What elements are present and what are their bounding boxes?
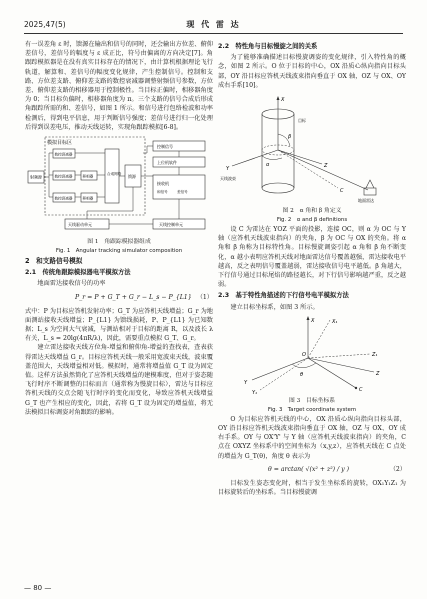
- combiner-label: 合成网络: [107, 172, 122, 177]
- figure-3-diagram: [218, 314, 406, 396]
- ground-radar-label: 地面雷达: [358, 198, 374, 204]
- theta-arc: [292, 363, 316, 368]
- section-2-1-title: 2.1 传统角跟踪模拟器电平模拟方法: [25, 269, 131, 277]
- z-axis-label: Z: [324, 163, 328, 170]
- y1-axis-label: Y₁: [252, 389, 258, 396]
- equation-2-number: （2）: [389, 465, 406, 473]
- x-axis-arrow: [277, 96, 280, 100]
- running-header: [24, 18, 403, 32]
- alpha-label: α: [266, 162, 270, 169]
- point-c-label: C: [340, 188, 344, 195]
- figure-2-caption: 图 2 α 角和 β 角定义: [282, 208, 342, 215]
- feed-label: 馈源: [128, 174, 136, 180]
- x-axis-label: X: [311, 317, 315, 324]
- equation-1-body: P_r = P + G_T + G_r − L_s − P_{L1}: [75, 293, 192, 301]
- point-c-label: C: [359, 386, 363, 393]
- y-axis-label: Y: [244, 379, 248, 386]
- figure-2-caption-en: Fig. 2 α and β definitions: [276, 217, 348, 224]
- paragraph: 建立雷达接收天线方位角-增益和俯仰角-增益的查找表，查表获得雷达天线增益 G_r。目标应答机天线一般采用宽波束天线，波束覆盖范围大，天线增益相对低。模拟时，通常将增益值 G_T 设为固定值。这样方法虽然简化了应答机天线增益的建模难度，但对于姿态随飞行时序不断调整的目标而言（通常称为慢旋目标），雷达与目标应答机天线的交点会随飞行时序的变化而变化，导致应答机天线增益 G_T 也产生相应的变化，因此，若将 G_T 设为固定的增益值，将无法模拟目标调姿对角跟踪的影响。: [25, 344, 213, 416]
- attenuator-3-label: 数控衰减器: [54, 196, 73, 201]
- page-number: — 80 —: [24, 584, 52, 592]
- radar-line-of-sight: [278, 150, 368, 190]
- paragraph: O 为目标应答机天线的中心，OX 沿质心纵向指向目标头部，OY 沿目标应答机天线波束指向垂直于 OX 轴，OZ 与 OX、OY 成右手系。OY 与 OX'Y' 与 Y 轴（应答机天线波束指向）的夹角，C 点在 OXYZ 坐标系中的空间坐标为（x,y,z），应答机天线在 C 点处的增益为 G_T(θ)，角度 θ 表示为: [218, 415, 406, 460]
- equation-1-number: （1）: [196, 293, 213, 301]
- x1-axis-label: X₁: [332, 318, 338, 325]
- paragraph: 地面雷达接收信号的功率: [37, 280, 106, 288]
- rf-source-label: 射频源: [30, 174, 42, 180]
- host-software-label: 上位机软件: [157, 160, 177, 166]
- paragraph: 式中：P 为目标应答机发射功率；G_T 为应答机天线增益；G_r 为地面测站接收天线增益；P_{L1} 为馈线损耗，P、P_{L1} 为已知数据；L_s 为空间大气衰减，与测站相对于目标的距离 R，以及波长 λ 有关，L_s = 20lg(4πR/λ)，因此，需要重点模拟 G_T、G_r。: [25, 307, 213, 343]
- origin-label: O: [302, 351, 306, 358]
- x1-axis-line: [308, 317, 330, 358]
- receiver-box: [153, 175, 205, 199]
- oc-line: [308, 358, 356, 388]
- figure-1-caption-en: Fig. 1 Angular tracking simulator composition: [55, 248, 183, 255]
- z1-axis-label: Z₁: [372, 351, 378, 358]
- paragraph: 目标发生姿态变化时，相当于发生坐标系的旋转，OX₁Y₁Z₁ 为目标旋转后的坐标系。当目标慢旋调: [218, 479, 406, 497]
- issue-label: 2025,47(5): [24, 20, 66, 29]
- y-axis-line: [232, 150, 278, 169]
- combiner-network: [105, 149, 119, 203]
- equation-2-body: θ = arctan( √(x² + z²) / y ): [268, 465, 349, 473]
- target-label: 目标: [298, 118, 306, 124]
- radar-dish-icon: [366, 180, 374, 188]
- figure-2: [218, 92, 406, 206]
- beta-label: β: [288, 134, 292, 141]
- diff-signal-label: 差信号: [177, 190, 188, 195]
- z-axis-line: [308, 358, 374, 372]
- beam-label: 天线波束: [220, 176, 236, 182]
- figure-2-diagram: [218, 92, 406, 206]
- z-axis-line: [278, 150, 322, 164]
- control-signal-label: 控制信号: [157, 144, 173, 150]
- figure-3-caption-en: Fig. 3 Target coordinate system: [267, 406, 357, 413]
- section-2-title: 2 和支路信号模拟: [25, 257, 83, 266]
- figure-1: [25, 135, 213, 237]
- oc-projection: [278, 150, 338, 188]
- target-zone-title: 模拟目标区: [47, 140, 73, 147]
- left-column: [25, 40, 213, 417]
- z-axis-label: Z: [376, 370, 380, 377]
- alpha-arc: [262, 156, 282, 160]
- point-c-marker: [355, 387, 357, 389]
- right-column: [218, 40, 406, 497]
- section-2-3-title: 2.3 基于特性角描述的下行信号电平模拟方法: [218, 292, 349, 300]
- figure-1-caption: 图 1 角跟踪模拟器组成: [87, 239, 151, 246]
- header-rule: [24, 33, 403, 34]
- antenna-drive-label: 天线驱动单元: [68, 222, 92, 228]
- section-2-2-title: 2.2 特性角与目标慢旋之间的关系: [218, 43, 318, 50]
- journal-name: 现 代 雷 达: [186, 20, 241, 29]
- paragraph: 建立目标坐标系，如图 3 所示。: [230, 303, 319, 311]
- attenuator-1-label: 数控衰减器: [54, 152, 73, 157]
- paragraph: 有一误差角 ε 时，馈源在输出和信号的同时，还会输出方位差、俯仰差信号，差信号的幅度与 ε 成正比，符号由偏离的方向决定[7]。角跟踪模拟器是在没有真实目标存在的情况下，由计算机根据理论飞行轨道，解算和、差信号的幅度变化规律，产生控制信号。控制和支路、方位差支路、俯仰差支路的数控衰减器调整射频信号参数，方位差、俯仰差支路的相移器用于控制极性。当目标正偏时，相移器角度为 0；当目标负偏时，相移器角度为 π。三个支路的信号合成后形成角跟踪所需的和、差信号，如图 1 所示。和信号进行包络检波和功率检测后，得到电平信息，用于判断信号强度；差信号进行归一化处理后得到误差电压，推动天线运转，实现角跟踪模拟[6-8]。: [25, 41, 213, 131]
- z1-axis-line: [308, 354, 370, 358]
- figure-3-caption: 图 3 目标坐标系: [288, 397, 336, 404]
- figure-3: [218, 314, 406, 396]
- y-axis-label: Y: [226, 166, 230, 173]
- sum-signal-label: 和信号: [157, 190, 168, 195]
- cylinder-bottom: [262, 183, 294, 193]
- equation-2: [218, 463, 406, 477]
- phase-shifter-1-label: 移相器: [82, 174, 94, 179]
- figure-1-diagram: [25, 135, 213, 237]
- antenna-control-label: 天线控制单元: [159, 222, 183, 228]
- receiver-label: 接收机: [157, 181, 169, 187]
- x-axis-label: X: [281, 97, 285, 104]
- equation-1: [25, 291, 213, 305]
- phase-shifter-2-label: 移相器: [82, 196, 94, 201]
- attenuator-2-label: 数控衰减器: [54, 174, 73, 179]
- x-axis-arrow: [307, 316, 310, 320]
- theta-label: θ: [300, 371, 304, 378]
- paragraph: 为了能够准确描述目标慢旋调姿的变化规律，引入特性角的概念，如图 2 所示。O 位于目标的中心，OX 沿质心纵向指向目标头部，OY 沿目标应答机天线波束指向垂直于 OX 轴，OZ 与 OX、OY 成右手系[10]。: [218, 54, 406, 89]
- paragraph: 设 C 为雷达在 YOZ 平面的投影，连接 OC，则 α 为 OC 与 Y 轴（应答机天线波束指向）的夹角，β 为 OC 与 OX 的夹角。将 α 角和 β 角称为目标特性角。目标慢旋调姿引起 α 角和 β 角不断变化，α 越小表明应答机天线对地面雷达信号覆盖越强，雷达接收电平越高，反之表明信号覆盖越弱，雷达接收信号电平越低。β 角越大，下行信号通过目标尾焰的路径越长，对下行信号影响越严重，反之越弱。: [218, 226, 406, 289]
